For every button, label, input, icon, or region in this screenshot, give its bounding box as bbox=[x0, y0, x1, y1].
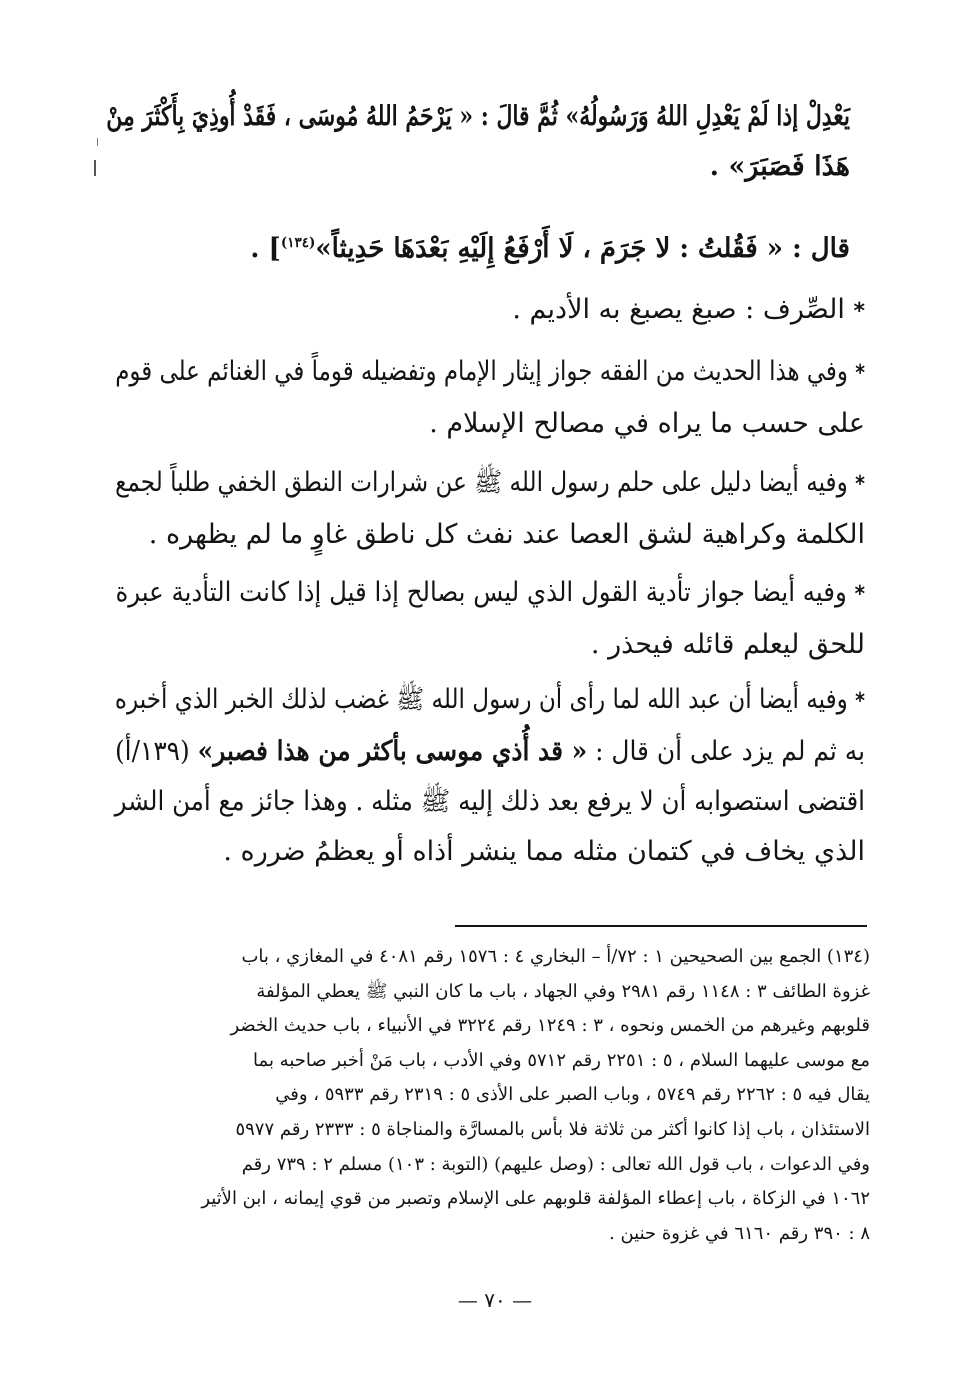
hadith-line-1: يَعْدِلْ إذا لَمْ يَعْدِلِ اللهُ وَرَسُولُهُ» ثُمَّ قالَ : « يَرْحَمُ اللهُ مُوسَى ، فَقَدْ أُوذِيَ بِأَكْثَرَ مِنْ bbox=[106, 101, 850, 132]
paragraph-line: وفيه أيضا جواز تأدية القول الذي ليس بصالح إذا قيل إذا كانت التأدية عبرة bbox=[115, 577, 847, 608]
asterisk-bullet-icon: * bbox=[853, 299, 865, 324]
paragraph-line: الصِّرف : صبغ يصبغ به الأديم . bbox=[512, 294, 845, 325]
paragraph-line: وفي هذا الحديث من الفقه جواز إيثار الإمام وتفضيله قوماً في الغنائم على قوم bbox=[115, 356, 848, 387]
paragraph-conveying bbox=[115, 568, 865, 670]
footnote-line: ١٠٦٢ في الزكاة ، باب إعطاء المؤلفة قلوبهم على الإسلام وتصبر من قوي إيمانه ، ابن الأثير bbox=[201, 1188, 870, 1210]
narrator-quote-tail: ] . bbox=[250, 233, 281, 264]
hadith-continuation bbox=[106, 92, 850, 192]
narrator-statement bbox=[250, 218, 850, 274]
asterisk-bullet-icon: * bbox=[855, 689, 865, 714]
paragraph-line: اقتضى استصوابه أن لا يرفع بعد ذلك إليه ﷺ مثله . وهذا جائز مع أمن الشر bbox=[114, 786, 865, 817]
paragraph-line: الذي يخاف في كتمان مثله مما ينشر أذاه أو يعظمُ ضرره . bbox=[223, 836, 865, 867]
footnote-134 bbox=[115, 940, 870, 1251]
paragraph-line: وفيه أيضا أن عبد الله لما رأى أن رسول الله ﷺ غضب لذلك الخبر الذي أخبره bbox=[114, 684, 848, 715]
footnote-line: غزوة الطائف ٣ : ١١٤٨ رقم ٢٩٨١ وفي الجهاد ، باب ما كان النبي ﷺ يعطي المؤلفة bbox=[256, 980, 870, 1002]
asterisk-bullet-icon: * bbox=[855, 472, 865, 497]
paragraph-line: على حسب ما يراه في مصالح الإسلام . bbox=[429, 408, 865, 439]
paragraph-fiqh bbox=[115, 347, 865, 449]
margin-mark-small bbox=[97, 138, 98, 146]
footnote-separator bbox=[455, 925, 867, 927]
footnote-line: (١٣٤) الجمع بين الصحيحين ١ : ٧٢/أ – البخاري ٤ : ١٥٧٦ رقم ٤٠٨١ في المغازي ، باب bbox=[241, 946, 870, 967]
footnote-line: وفي الدعوات ، باب قول الله تعالى : (وصل عليهم) (التوبة : ١٠٣) مسلم ٢ : ٧٣٩ رقم bbox=[241, 1153, 870, 1175]
paragraph-line-prefix: به ثم لم يزد على أن قال : bbox=[587, 736, 865, 767]
paragraph-line: الكلمة وكراهية لشق العصا عند نفث كل ناطق غاوٍ ما لم يظهره . bbox=[148, 519, 865, 550]
prophet-quote: « قد أُذي موسى بأكثر من هذا فصبر» bbox=[197, 736, 588, 767]
asterisk-bullet-icon: * bbox=[855, 361, 865, 386]
paragraph-forbearance bbox=[115, 458, 865, 560]
footnote-line: مع موسى عليهما السلام ، ٥ : ٢٢٥١ رقم ٥٧١٢ وفي الأدب ، باب مَنْ أخبر صاحبه بما bbox=[253, 1049, 870, 1071]
narrator-quote: قال : « فَقُلتُ : لا جَرَمَ ، لَا أَرْفَعُ إِلَيْهِ بَعْدَهَا حَدِيثاً» bbox=[315, 233, 850, 264]
footnote-line: ٨ : ٣٩٠ رقم ٦١٦٠ في غزوة حنين . bbox=[609, 1222, 870, 1244]
paragraph-line: للحق ليعلم قائله فيحذر . bbox=[590, 629, 865, 660]
hadith-line-2: هَذَا فَصَبَرَ» . bbox=[709, 151, 850, 182]
page-number: — ٧٠ — bbox=[457, 1288, 533, 1312]
footnote-line: الاستئذان ، باب إذا كانوا أكثر من ثلاثة فلا بأس بالمسارَّة والمناجاة ٥ : ٢٣٣٣ رقم ٥٩٧٧ bbox=[235, 1118, 870, 1140]
footnote-ref-134: (١٣٤) bbox=[280, 235, 316, 251]
asterisk-bullet-icon: * bbox=[854, 582, 865, 607]
footnote-line: يقال فيه ٥ : ٢٢٦٢ رقم ٥٧٤٩ ، وباب الصبر على الأذى ٥ : ٢٣١٩ رقم ٥٩٣٣ ، وفي bbox=[275, 1084, 870, 1106]
margin-mark bbox=[94, 160, 96, 176]
paragraph-abdullah bbox=[115, 675, 865, 877]
footnote-line: قلوبهم وغيرهم من الخمس ونحوه ، ٣ : ١٢٤٩ رقم ٣٢٢٤ في الأنبياء ، باب حديث الخضر bbox=[230, 1015, 870, 1037]
manuscript-folio-ref: (١٣٩/أ) bbox=[114, 736, 198, 767]
paragraph-definition bbox=[115, 285, 865, 337]
paragraph-line: وفيه أيضا دليل على حلم رسول الله ﷺ عن شرارات النطق الخفي طلباً لجمع bbox=[115, 467, 848, 498]
